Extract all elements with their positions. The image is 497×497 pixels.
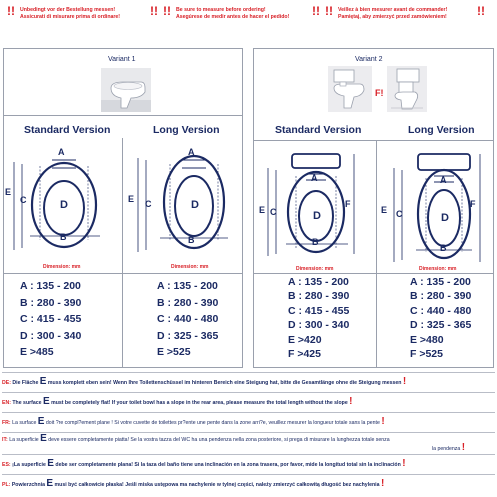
measurement-row: C : 415 - 455 [20, 313, 82, 325]
warning-en-es: Be sure to measure before ordering! Asegúrese de medir antes de hacer el pedido! [176, 7, 290, 20]
letter-a: A [188, 147, 195, 157]
measurements-standard-1 [20, 278, 81, 361]
measurement-row: C : 415 - 455 [288, 304, 350, 317]
measurement-row: A : 135 - 200 [20, 280, 81, 292]
note-de: DE: Die Fläche E muss komplett eben sein! Wenn Ihre Toilettenschüssel im hinteren Bereich eine Steigung hat, bitte die Gesamtlänge ohne die Steigung messen ! [2, 372, 495, 392]
exclamation-mark: !! [477, 4, 485, 18]
measurement-row: B : 280 - 390 [20, 296, 82, 309]
standard-version-title: Standard Version [24, 124, 111, 136]
divider [3, 273, 243, 274]
note-en: EN: The surface E must be completely flat! If your toilet bowl has a slope in the rear area, please measure the total length without the slope ! [2, 392, 495, 412]
letter-e: E [5, 187, 12, 197]
warning-fr-pl: Veillez à bien mesurer avant de commander! Pamiętaj, aby zmierzyć przed zamówieniem! [338, 7, 448, 20]
measurements-standard-2 [288, 275, 349, 361]
variant-2-label: Variant 2 [355, 56, 383, 63]
dimension-label: Dimension: mm [296, 266, 334, 272]
exclamation-mark: !! [312, 4, 320, 18]
measurement-row: E >480 [410, 333, 444, 346]
toilet-tank-side-image [328, 66, 372, 112]
standard-version-title: Standard Version [275, 124, 362, 136]
exclamation-mark: ! [380, 478, 385, 489]
measurements-long-1 [157, 278, 218, 361]
measurement-row: D : 300 - 340 [20, 329, 82, 342]
measurement-row: A : 135 - 200 [410, 276, 471, 288]
warning-de-it: Unbedingt vor der Bestellung messen! Assicurati di misurare prima di ordinare! [20, 7, 121, 20]
measurement-row: D : 325 - 365 [410, 319, 472, 332]
measurement-row: A : 135 - 200 [157, 280, 218, 292]
measurement-row: C : 440 - 480 [410, 304, 472, 317]
letter-e: E [128, 194, 135, 204]
long-version-title: Long Version [153, 124, 220, 136]
long-version-title: Long Version [408, 124, 475, 136]
letter-b: B [312, 237, 319, 247]
letter-b: B [188, 235, 195, 245]
measurement-row: F >425 [288, 348, 321, 361]
measurement-row: E >420 [288, 333, 322, 346]
measurements-long-2 [410, 275, 471, 361]
measurement-row: A : 135 - 200 [288, 276, 349, 288]
exclamation-mark: ! [349, 396, 353, 407]
letter-e: E [381, 205, 388, 215]
exclamation-mark: ! [402, 376, 407, 387]
letter-a: A [58, 147, 65, 157]
exclamation-mark: ! [461, 441, 466, 453]
exclamation-mark: ! [381, 416, 385, 427]
letter-f: F [470, 199, 476, 209]
letter-b: B [440, 243, 447, 253]
note-pl: PL: Powierzchnia E musi być całkowicie płaska! Jeśli miska ustępowa ma nachylenie w tylnej części, należy zmierzyć całkowitą długość bez nachylenia ! [2, 474, 495, 494]
letter-d: D [441, 212, 449, 224]
divider [122, 138, 123, 368]
measurement-row: B : 280 - 390 [157, 296, 219, 309]
letter-d: D [191, 199, 199, 211]
exclamation-mark: !! [325, 4, 333, 18]
measurement-row: C : 440 - 480 [157, 313, 219, 325]
dimension-label: Dimension: mm [43, 264, 81, 270]
divider [376, 140, 377, 368]
measurement-row: D : 325 - 365 [157, 329, 219, 342]
letter-f: F [345, 199, 351, 209]
measurement-row: B : 280 - 390 [288, 290, 350, 303]
exclamation-mark: !! [163, 4, 171, 18]
toilet-variant1-image [101, 68, 151, 112]
measurement-row: F >525 [410, 348, 443, 361]
divider [253, 273, 494, 274]
letter-c: C [145, 199, 152, 209]
note-it: IT: La superficie E deve essere completamente piatta! Se la vostra tazza del WC ha una pendenza nella zona posteriore, si prega di misurare la lunghezza totale senza la pendenza ! [2, 432, 495, 454]
dimension-label: Dimension: mm [419, 266, 457, 272]
letter-d: D [60, 199, 68, 211]
exclamation-mark: ! [402, 458, 406, 469]
measurement-row: B : 280 - 390 [410, 290, 472, 303]
letter-c: C [396, 209, 403, 219]
variant-1-label: Variant 1 [108, 56, 136, 63]
seat-diagram-long-1 [124, 140, 241, 260]
letter-b: B [60, 232, 67, 242]
divider [253, 140, 494, 141]
measurement-row: E >525 [157, 346, 191, 358]
exclamation-mark: !! [150, 4, 158, 18]
letter-c: C [270, 207, 277, 217]
letter-c: C [20, 195, 27, 205]
letter-a: A [311, 173, 318, 183]
note-fr: FR: La surface E doit ?re compl?ement plane ! Si votre cuvette de toilettes pr?ente une pente dans la zone arri?e, veuillez mesurer la longueur totale sans la pente ! [2, 412, 495, 432]
exclamation-mark: !! [7, 4, 15, 18]
note-es: ES: ¡La superficie E debe ser completamente plana! Si la taza del baño tiene una inclinación en la zona trasera, por favor, mide la longitud total sin la inclinación ! [2, 454, 495, 474]
letter-a: A [440, 175, 447, 185]
toilet-tank-image [387, 66, 427, 112]
divider [3, 115, 243, 116]
f-warning-label: F! [375, 88, 384, 98]
measurement-row: D : 300 - 340 [288, 319, 350, 332]
dimension-label: Dimension: mm [171, 264, 209, 270]
measurement-row: E >485 [20, 346, 54, 358]
letter-d: D [313, 210, 321, 222]
letter-e: E [259, 205, 266, 215]
